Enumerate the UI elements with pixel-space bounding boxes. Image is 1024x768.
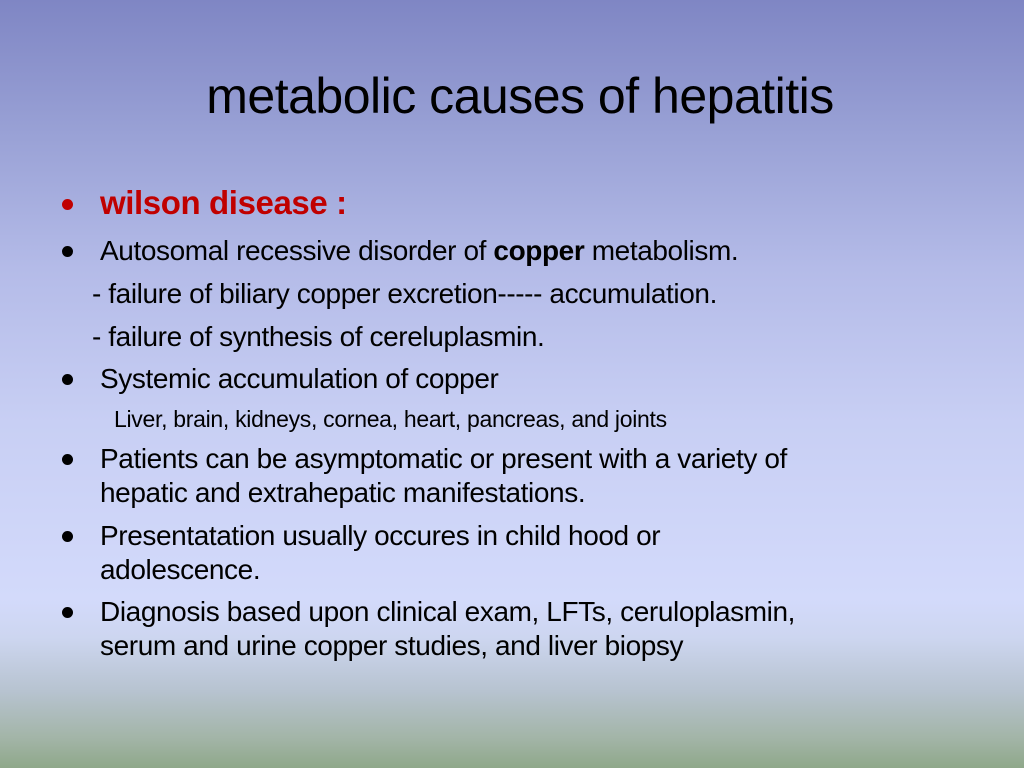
bullet-diagnosis-line2: serum and urine copper studies, and liver biopsy xyxy=(100,630,684,661)
sub-point-organs: Liver, brain, kidneys, cornea, heart, pancreas, and joints xyxy=(114,406,667,432)
bullet-icon xyxy=(62,199,73,210)
bullet-text: metabolism. xyxy=(584,235,739,266)
sub-point-synthesis: - failure of synthesis of cereluplasmin. xyxy=(92,321,545,352)
bullet-icon xyxy=(62,454,73,465)
bullet-autosomal xyxy=(100,234,738,268)
bullet-patients-line2: hepatic and extrahepatic manifestations. xyxy=(100,477,586,508)
bullet-text: Autosomal recessive disorder of xyxy=(100,235,494,266)
slide-title: metabolic causes of hepatitis xyxy=(206,68,834,124)
bullet-patients-line1: Patients can be asymptomatic or present with a variety of xyxy=(100,443,787,474)
bullet-icon xyxy=(62,531,73,542)
bullet-icon xyxy=(62,607,73,618)
section-heading: wilson disease : xyxy=(100,184,347,221)
bullet-systemic: Systemic accumulation of copper xyxy=(100,363,499,394)
bullet-presentation-line1: Presentatation usually occures in child hood or xyxy=(100,520,661,551)
bullet-presentation-line2: adolescence. xyxy=(100,554,261,585)
bold-keyword: copper xyxy=(493,235,585,266)
bullet-icon xyxy=(62,246,73,257)
bullet-diagnosis-line1: Diagnosis based upon clinical exam, LFTs, ceruloplasmin, xyxy=(100,596,796,627)
sub-point-excretion: - failure of biliary copper excretion----- accumulation. xyxy=(92,278,717,309)
bullet-icon xyxy=(62,374,73,385)
